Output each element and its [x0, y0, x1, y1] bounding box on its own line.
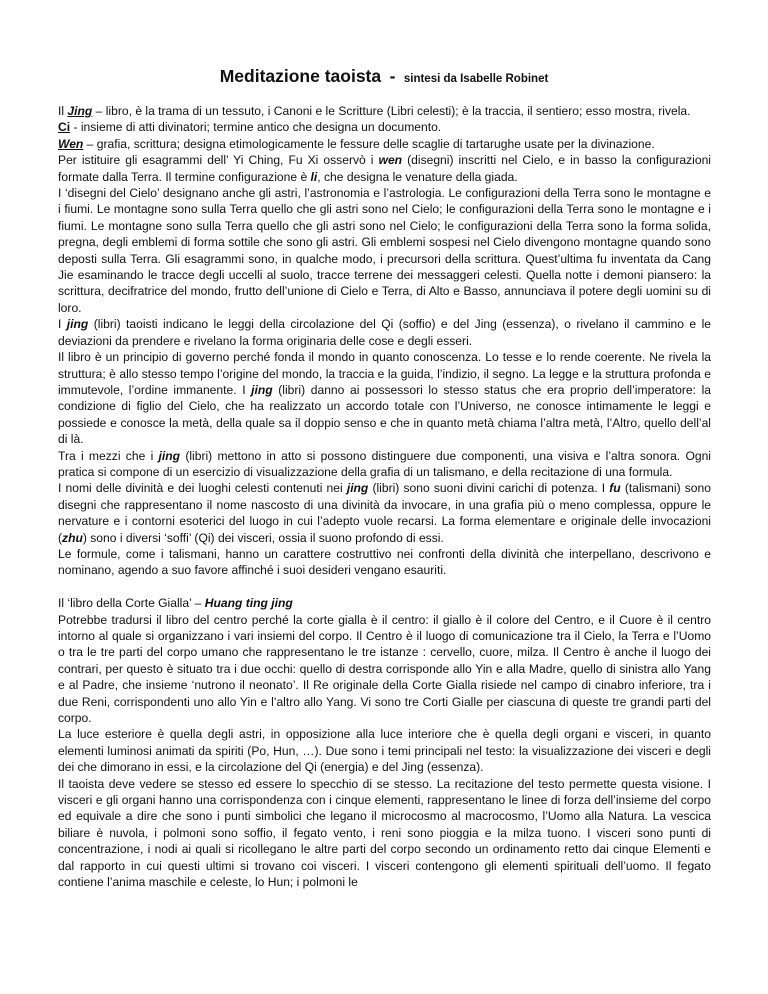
title-separator: - — [389, 66, 396, 86]
term-huang-ting-jing: Huang ting jing — [204, 596, 293, 611]
text-run: – libro, è la trama di un tessuto, i Canoni e le Scritture (Libri celesti); è la traccia, il sentiero; esso mostra, rivela. — [92, 104, 691, 118]
paragraph-principio-governo — [58, 349, 711, 447]
text-run: – grafia, scrittura; designa etimologicamente le fessure delle scaglie di tartarughe usate per la divinazione. — [83, 136, 655, 151]
paragraph-mezzi — [58, 448, 711, 481]
text-run: Tra i mezzi che i — [58, 448, 159, 463]
paragraph-jing — [58, 103, 711, 119]
paragraph-ci — [58, 119, 711, 135]
paragraph-luce: La luce esteriore è quella degli astri, in opposizione alla luce interiore che è quella degli organi e visceri, in quanto elementi luminosi animati da spiriti (Po, Hun, …). Due sono i temi principali nel testo: la visualizzazione dei visceri e degli dei che dimorano in essi, e la circolazione del Qi (energia) e del Jing (essenza). — [58, 727, 711, 775]
paragraph-specchio: Il taoista deve vedere se stesso ed essere lo specchio di se stesso. La recitazione del testo permette questa visione. I visceri e gli organi hanno una corrispondenza con i cinque elementi, rappresentano le linee di forza dell’insieme del corpo ed equivale a dire che sono i punti simbolici che legano il microcosmo al macrocosmo, l’Uomo alla Natura. La vescica biliare è nuvola, i polmoni sono soffio, il fegato vento, i reni sono pioggia e la milza tuono. I visceri sono punti di concentrazione, i nodi ai quali si ricollegano le altre parti del corpo secondo un ordinamento retto dai cinque Elementi e dal rapporto in cui questi ultimi si trovano coi visceri. I visceri contengono gli elementi spirituali dell’uomo. Il fegato contiene l’anima maschile e celeste, lo Hun; i polmoni le — [58, 776, 711, 890]
text-run: Il libro è un principio di governo perché fonda il mondo in quanto conoscenza. Lo tesse e lo rende coerente. Ne rivela la struttura; è allo stesso tempo l’origine del mondo, la traccia e la guida, l’indizio, il segno. La legge e la struttura profonda e immutevole, l’ordine immanente. I — [58, 350, 711, 397]
section-heading-corte-gialla — [58, 595, 711, 611]
text-run: Per istituire gli esagrammi dell’ Yi Ching, Fu Xi osservò i — [58, 153, 379, 168]
text-run: (libri) taoisti indicano le leggi della circolazione del Qi (soffio) e del Jing (essenza), o rivelano il cammino e le deviazioni da prendere e rivelano la forma originaria delle cose e degli esseri. — [58, 317, 711, 348]
text-run: I — [58, 317, 67, 332]
text-run: Il — [58, 104, 68, 118]
paragraph-nomi-divinita — [58, 480, 711, 546]
term-jing: Jing — [67, 104, 93, 118]
document-title: Meditazione taoista — [219, 66, 382, 86]
text-run: I nomi delle divinità e dei luoghi celesti contenuti nei — [58, 481, 347, 496]
document-title-row — [0, 66, 768, 87]
paragraph-wen — [58, 136, 711, 152]
text-run: (libri) mettono in atto si possono distinguere due componenti, una visiva e l’altra sonora. Ogni pratica si compone di un esercizio di visualizzazione della grafia di un talismano, e della recitazione di una formula. — [58, 448, 711, 479]
term-ci: Ci — [58, 120, 71, 135]
term-jing-inline: jing — [251, 382, 273, 397]
paragraph-centro: Potrebbe tradursi il libro del centro perché la corte gialla è il centro: il giallo è il colore del Centro, e il Cuore è il centro intorno al quale si organizzano i vari insiemi del corpo. Il Centro è il luogo di comunicazione tra il Cielo, la Terra e l’Uomo o tra le tre parti del corpo umano che rappresentano le tre istanze : cervello, cuore, milza. Il Centro è anche il luogo dei contrari, per questo è situato tra i due occhi: quello di destra corrisponde allo Yin e alla Madre, quello di sinistra allo Yang e al Padre, che insieme ‘nutrono il neonato’. Il Re originale della Corte Gialla risiede nel campo di cinabro inferiore, tra i due Reni, corrispondenti uno allo Yin e l’altro allo Yang. Vi sono tre Corti Gialle per ciascuna di queste tre grandi parti del corpo. — [58, 612, 711, 726]
term-jing-inline: jing — [66, 317, 89, 332]
text-run: - insieme di atti divinatori; termine antico che designa un documento. — [70, 120, 442, 135]
term-wen-inline: wen — [378, 153, 403, 168]
paragraph-disegni-cielo: I ‘disegni del Cielo’ designano anche gli astri, l’astronomia e l’astrologia. Le configurazioni della Terra sono le montagne e i fiumi. Le montagne sono sulla Terra quello che gli astri sono nel Cielo; le configurazioni della Terra sono le montagne e i fiumi. Le montagne sono sulla Terra quello che gli astri sono nel Cielo; le configurazioni della Terra sono la forma solida, pregna, degli emblemi di forma sottile che sono gli astri. Gli emblemi sospesi nel Cielo divengono montagne quando sono deposti sulla Terra. Gli esagrammi sono, in qualche modo, i precursori della scrittura. Quest’ultima fu inventata da Cang Jie esaminando le tracce degli uccelli al suolo, tracce terrene dei messaggeri celesti. Quella notte i demoni piansero: la scrittura, decifratrice del mondo, frutto dell’unione di Cielo e Terra, di Alto e Basso, annunciava il potere degli uomini su di loro. — [58, 186, 711, 315]
text-run: ) sono i diversi ‘soffi’ (Qi) dei visceri, ossia il suono profondo di essi. — [82, 530, 444, 545]
text-run: , che designa le venature della giada. — [317, 169, 518, 184]
document-body — [58, 103, 711, 890]
term-jing-inline: jing — [346, 481, 369, 496]
term-fu: fu — [609, 481, 621, 496]
term-jing-inline: jing — [158, 448, 181, 463]
term-zhu: zhu — [62, 530, 83, 545]
paragraph-esagrammi — [58, 152, 711, 185]
text-run: Il ‘libro della Corte Gialla’ – — [58, 596, 205, 611]
paragraph-gap — [58, 579, 711, 595]
document-subtitle: sintesi da Isabelle Robinet — [403, 73, 549, 85]
paragraph-formule: Le formule, come i talismani, hanno un carattere costruttivo nei confronti della divinità che interpellano, descrivono e nominano, agendo a suo favore affinché i suoi desideri vengano esauriti. — [58, 546, 711, 578]
text-run: (disegni) inscritti nel Cielo, e in basso la configurazioni formate dalla Terra. Il termine configurazione è — [58, 153, 711, 184]
text-run: (talismani) sono disegni che rappresentano il nome nascosto di una divinità da invocare, in una grafia più o meno complessa, oppure le nervature e i contorni esoterici del luogo in cui l’adepto vuole recarsi. La forma elementare e originale delle invocazioni ( — [58, 481, 711, 545]
paragraph-jing-taoisti — [58, 316, 711, 349]
text-run: (libri) danno ai possessori lo stesso status che era proprio dell’imperatore: la condizione di figlio del Cielo, che ha realizzato un accordo totale con l’Universo, ne conosce intimamente le leggi e possiede e conosce la metà, della quale sa il doppio senso e che in quanto metà chiama l’altra metà, l’Altro, quello dell’al di là. — [58, 382, 711, 447]
term-wen: Wen — [58, 136, 84, 151]
term-li: li — [310, 169, 318, 184]
text-run: (libri) sono suoni divini carichi di potenza. I — [368, 481, 610, 496]
